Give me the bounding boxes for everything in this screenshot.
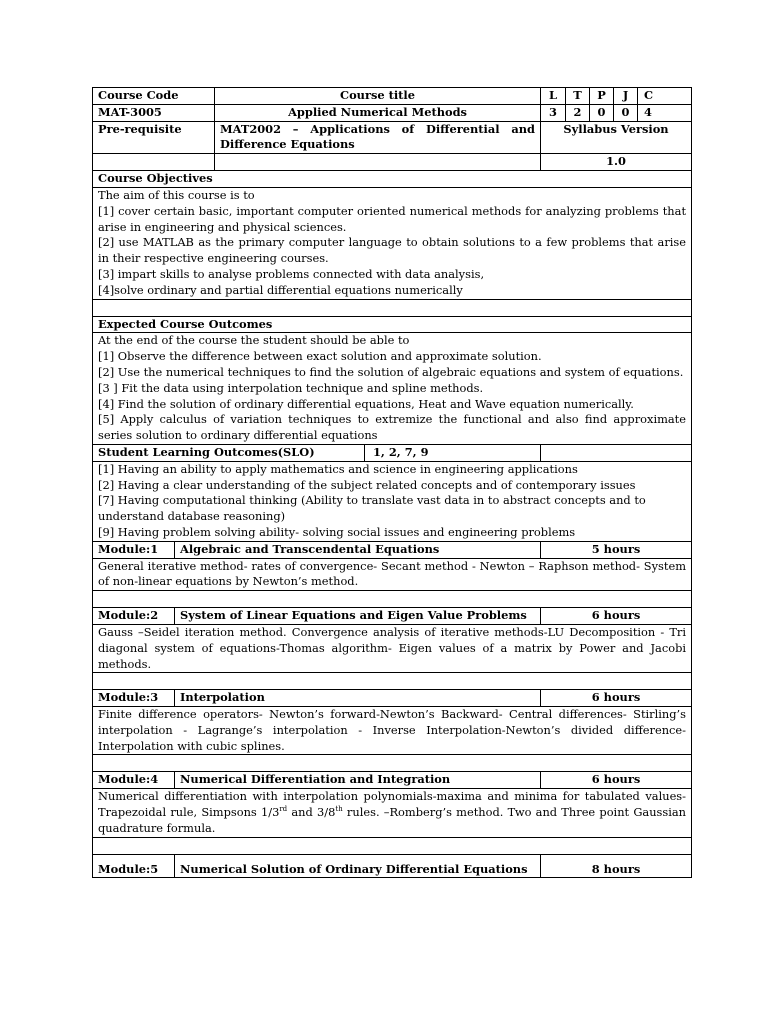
blank-row [93, 673, 692, 690]
t-value: 2 [566, 104, 590, 121]
module-hours: 6 hours [541, 608, 692, 625]
c-label: C [638, 88, 692, 105]
module-content: Gauss –Seidel iteration method. Convergence analysis of iterative methods-LU Decomposition - Tri diagonal system of equations-Thomas algorithm- Eigen values of a matrix by Power and Jacobi methods. [93, 624, 692, 672]
module-label: Module:3 [93, 690, 175, 707]
slo-title: Student Learning Outcomes(SLO) [98, 445, 365, 461]
c-value: 4 [638, 104, 692, 121]
module-hours: 5 hours [541, 541, 692, 558]
j-label: J [614, 88, 638, 105]
module-hours: 6 hours [541, 690, 692, 707]
outcome-item: [4] Find the solution of ordinary differential equations, Heat and Wave equation numerically. [98, 396, 634, 411]
slo-item: [1] Having an ability to apply mathematics and science in engineering applications [98, 461, 578, 476]
module-content-part: Numerical differentiation with interpolation polynomials-maxima and minima for tabulated values-Trapezoidal rule, Simpsons 1/3 [98, 789, 687, 820]
slo-title-cell [93, 444, 541, 461]
p-value: 0 [590, 104, 614, 121]
syllabus-document [92, 87, 691, 878]
syllabus-version: 1.0 [541, 154, 692, 171]
blank-row [93, 299, 692, 316]
module-title: Algebraic and Transcendental Equations [175, 541, 541, 558]
module-label: Module:4 [93, 772, 175, 789]
slo-value: 1, 2, 7, 9 [373, 444, 429, 459]
blank-row [93, 837, 692, 854]
objective-item: [2] use MATLAB as the primary computer language to obtain solutions to a few problems that arise in their respective engineering courses. [98, 235, 687, 266]
module-content-part: rules. –Romberg’s method. Two and Three point Gaussian quadrature formula. [98, 805, 687, 835]
t-label: T [566, 88, 590, 105]
outcome-item: [1] Observe the difference between exact solution and approximate solution. [98, 349, 542, 364]
j-value: 0 [614, 104, 638, 121]
syllabus-table [92, 87, 692, 878]
objective-item: [4]solve ordinary and partial differential equations numerically [98, 282, 463, 297]
outcomes-title: Expected Course Outcomes [93, 316, 692, 333]
syllabus-version-label: Syllabus Version [541, 121, 692, 154]
module-label: Module:1 [93, 541, 175, 558]
module-content [93, 789, 692, 837]
module-title: Numerical Differentiation and Integration [175, 772, 541, 789]
module-label: Module:2 [93, 608, 175, 625]
slo-item: [7] Having computational thinking (Ability to translate vast data in to abstract concepts and to understand database reasoning) [98, 493, 646, 524]
blank-row [93, 755, 692, 772]
course-title: Applied Numerical Methods [215, 104, 541, 121]
module-content: General iterative method- rates of convergence- Secant method - Newton – Raphson method- System of non-linear equations by Newton’s method. [93, 558, 692, 591]
objectives-intro: The aim of this course is to [98, 187, 255, 202]
module-title: Numerical Solution of Ordinary Differential Equations [175, 854, 541, 878]
course-title-label: Course title [215, 88, 541, 105]
outcome-item: [2] Use the numerical techniques to find the solution of algebraic equations and system of equations. [98, 364, 684, 379]
l-label: L [541, 88, 566, 105]
objective-item: [1] cover certain basic, important computer oriented numerical methods for analyzing problems that arise in engineering and physical sciences. [98, 203, 687, 234]
module-title: Interpolation [175, 690, 541, 707]
module-title: System of Linear Equations and Eigen Value Problems [175, 608, 541, 625]
objectives-body [93, 187, 692, 299]
blank-row [93, 591, 692, 608]
slo-body [93, 461, 692, 541]
course-code-label: Course Code [93, 88, 215, 105]
outcomes-body [93, 333, 692, 445]
blank-cell [93, 154, 215, 171]
slo-item: [9] Having problem solving ability- solving social issues and engineering problems [98, 524, 576, 539]
superscript: rd [279, 805, 288, 814]
prereq-value: MAT2002 – Applications of Differential and Difference Equations [215, 121, 541, 154]
p-label: P [590, 88, 614, 105]
slo-item: [2] Having a clear understanding of the subject related concepts and of contemporary issues [98, 477, 636, 492]
superscript: th [335, 805, 343, 814]
module-label: Module:5 [93, 854, 175, 878]
module-content-part: and 3/8 [287, 805, 336, 820]
objective-item: [3] impart skills to analyse problems connected with data analysis, [98, 266, 485, 281]
objectives-title: Course Objectives [93, 171, 692, 188]
outcome-item: [3 ] Fit the data using interpolation technique and spline methods. [98, 380, 484, 395]
prereq-label: Pre-requisite [93, 121, 215, 154]
outcomes-intro: At the end of the course the student should be able to [98, 333, 410, 348]
l-value: 3 [541, 104, 566, 121]
module-content: Finite difference operators- Newton’s forward-Newton’s Backward- Central differences- Stirling’s interpolation - Lagrange’s interpolation - Inverse Interpolation-Newton’s divided difference-Interpolation with cubic splines. [93, 707, 692, 755]
blank-cell [541, 444, 692, 461]
blank-cell [215, 154, 541, 171]
outcome-item: [5] Apply calculus of variation techniques to extremize the functional and also find approximate series solution to ordinary differential equations [98, 412, 687, 443]
module-hours: 6 hours [541, 772, 692, 789]
module-hours: 8 hours [541, 854, 692, 878]
course-code: MAT-3005 [93, 104, 215, 121]
